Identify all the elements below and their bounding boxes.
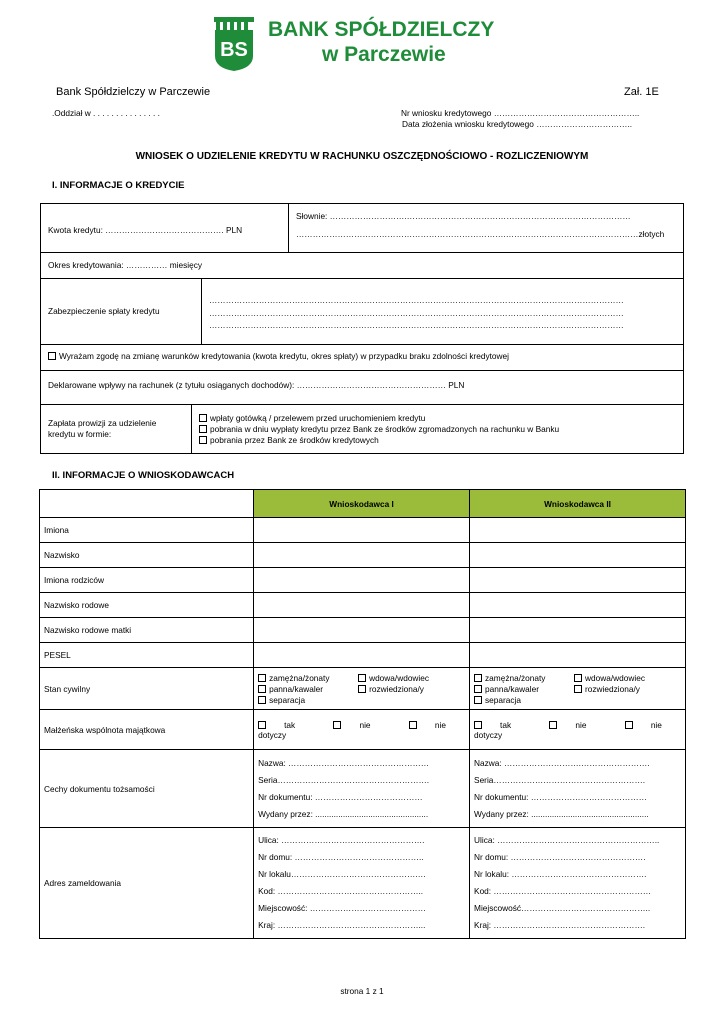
marital-checkbox[interactable] bbox=[258, 674, 266, 682]
table-row bbox=[40, 518, 686, 543]
marital-checkbox[interactable] bbox=[574, 685, 582, 693]
collateral-line-2[interactable]: …………………………………………………………………………………………………………………………………… bbox=[209, 308, 624, 318]
joint-checkbox[interactable] bbox=[474, 721, 482, 729]
address-field[interactable]: Nr domu: ……………………………………….. bbox=[258, 852, 424, 862]
commission-option[interactable] bbox=[199, 413, 559, 424]
marital-option[interactable]: rozwiedziona/y bbox=[358, 684, 458, 694]
joint-option[interactable]: tak bbox=[474, 720, 529, 730]
row-label-family-name: Nazwisko rodowe bbox=[40, 593, 254, 618]
applicant2-header: Wnioskodawca II bbox=[470, 490, 686, 518]
table-row bbox=[40, 593, 686, 618]
applicant2-parents-names-input[interactable] bbox=[470, 568, 686, 593]
marital-option[interactable]: zamężna/żonaty bbox=[258, 673, 358, 683]
applicant2-surname-input[interactable] bbox=[470, 543, 686, 568]
joint-option[interactable]: nie dotyczy bbox=[258, 719, 446, 740]
table-row bbox=[40, 543, 686, 568]
commission-checkbox[interactable] bbox=[199, 414, 207, 422]
marital-option[interactable]: wdowa/wdowiec bbox=[358, 673, 458, 683]
applicant1-surname-input[interactable] bbox=[254, 543, 470, 568]
applicant2-marital-status bbox=[470, 668, 686, 710]
applicant1-family-name-input[interactable] bbox=[254, 593, 470, 618]
marital-checkbox[interactable] bbox=[574, 674, 582, 682]
branch-field[interactable]: .Oddział w . . . . . . . . . . . . . . . bbox=[52, 108, 160, 118]
row-label-parents-names: Imiona rodziców bbox=[40, 568, 254, 593]
address-field[interactable]: Kod: …………………………………………….. bbox=[258, 886, 424, 896]
amount-in-words-line2[interactable]: ………………………………………………………………….…………………………………………złotych bbox=[296, 229, 665, 239]
header-empty-cell bbox=[40, 490, 254, 518]
marital-checkbox[interactable] bbox=[258, 696, 266, 704]
row-label-surname: Nazwisko bbox=[40, 543, 254, 568]
loan-period-field[interactable]: Okres kredytowania: …………… miesięcy bbox=[48, 260, 202, 270]
address-field[interactable]: Kod: ………………………………………………… bbox=[474, 886, 652, 896]
table-row bbox=[40, 710, 686, 750]
consent-row bbox=[48, 351, 509, 361]
applicant2-pesel-input[interactable] bbox=[470, 643, 686, 668]
row-label-mother-maiden: Nazwisko rodowe matki bbox=[40, 618, 254, 643]
address-field[interactable]: Ulica: ……………………………………………. bbox=[258, 835, 425, 845]
applicant1-joint-property bbox=[254, 710, 470, 750]
table-row bbox=[40, 618, 686, 643]
marital-checkbox[interactable] bbox=[474, 674, 482, 682]
commission-label-2: kredytu w formie: bbox=[48, 429, 112, 439]
applicant1-parents-names-input[interactable] bbox=[254, 568, 470, 593]
id-field[interactable]: Nr dokumentu: …………………………………… bbox=[474, 791, 647, 802]
consent-text: Wyrażam zgodę na zmianę warunków kredytowania (kwota kredytu, okres spłaty) w przypadku braku zdolności kredytowej bbox=[59, 351, 509, 361]
marital-option[interactable]: wdowa/wdowiec bbox=[574, 673, 674, 683]
commission-option[interactable] bbox=[199, 435, 559, 446]
table-row bbox=[40, 568, 686, 593]
address-field[interactable]: Nr lokalu: …………………………………………. bbox=[474, 869, 647, 879]
applicant2-mother-maiden-input[interactable] bbox=[470, 618, 686, 643]
joint-checkbox[interactable] bbox=[549, 721, 557, 729]
commission-label-1: Zapłata prowizji za udzielenie bbox=[48, 418, 157, 428]
joint-option[interactable]: nie bbox=[549, 720, 604, 730]
bank-name: BANK SPÓŁDZIELCZY bbox=[268, 18, 495, 41]
attachment-no: Zał. 1E bbox=[624, 86, 659, 98]
applicant2-first-names-input[interactable] bbox=[470, 518, 686, 543]
joint-checkbox[interactable] bbox=[409, 721, 417, 729]
marital-checkbox[interactable] bbox=[474, 696, 482, 704]
id-field[interactable]: Nazwa: ……………………….……………………. bbox=[474, 757, 650, 768]
form-title: WNIOSEK O UDZIELENIE KREDYTU W RACHUNKU OSZCZĘDNOŚCIOWO - ROZLICZENIOWYM bbox=[135, 151, 589, 162]
table-row bbox=[40, 668, 686, 710]
collateral-label: Zabezpieczenie spłaty kredytu bbox=[48, 306, 160, 316]
bank-city: w Parczewie bbox=[322, 43, 446, 66]
commission-option-label: pobrania przez Bank ze środków kredytowych bbox=[210, 435, 379, 445]
address-field[interactable]: Kraj: ………………………………………………. bbox=[474, 920, 646, 930]
table-row bbox=[40, 750, 686, 828]
application-date-field[interactable]: Data złożenia wniosku kredytowego …………………………….. bbox=[402, 119, 633, 129]
row-label-first-names: Imiona bbox=[40, 518, 254, 543]
marital-option[interactable]: separacja bbox=[474, 695, 574, 705]
applicant2-joint-property bbox=[470, 710, 686, 750]
commission-options bbox=[199, 413, 559, 446]
loan-amount-field[interactable]: Kwota kredytu: ……………………………………. PLN bbox=[48, 225, 243, 235]
id-field[interactable]: Wydany przez: ................................................. bbox=[258, 808, 429, 819]
applicant1-id-document bbox=[254, 750, 470, 828]
row-label-pesel: PESEL bbox=[40, 643, 254, 668]
id-field[interactable]: Wydany przez: ................................................... bbox=[474, 808, 649, 819]
joint-checkbox[interactable] bbox=[625, 721, 633, 729]
address-field[interactable]: Miejscowość……………………………………….. bbox=[474, 903, 651, 913]
id-field[interactable]: Seria………………………………………………. bbox=[258, 774, 430, 785]
commission-checkbox[interactable] bbox=[199, 425, 207, 433]
section2-heading: II. INFORMACJE O WNIOSKODAWCACH bbox=[52, 470, 235, 481]
collateral-line-1[interactable]: …………………………………………………………………………………………………………………………………… bbox=[209, 295, 624, 305]
table-row bbox=[40, 643, 686, 668]
marital-option[interactable]: rozwiedziona/y bbox=[574, 684, 674, 694]
applicants-table bbox=[39, 489, 686, 939]
commission-checkbox[interactable] bbox=[199, 436, 207, 444]
marital-option[interactable]: zamężna/żonaty bbox=[474, 673, 574, 683]
address-field[interactable]: Miejscowość: …………………………………… bbox=[258, 903, 426, 913]
table-header-row bbox=[40, 490, 686, 518]
commission-option-label: pobrania w dniu wypłaty kredytu przez Bank ze środków zgromadzonych na rachunku w Banku bbox=[210, 424, 560, 434]
applicant1-mother-maiden-input[interactable] bbox=[254, 618, 470, 643]
applicant1-address bbox=[254, 828, 470, 939]
page-number: strona 1 z 1 bbox=[340, 986, 384, 996]
id-field[interactable]: Seria………………………………………………. bbox=[474, 774, 646, 785]
address-field[interactable]: Nr lokalu……………………………………….… bbox=[258, 869, 426, 879]
applicant1-pesel-input[interactable] bbox=[254, 643, 470, 668]
applicant1-first-names-input[interactable] bbox=[254, 518, 470, 543]
id-field[interactable]: Nr dokumentu: ………………………………… bbox=[258, 791, 423, 802]
institution-name: Bank Spółdzielczy w Parczewie bbox=[56, 86, 211, 98]
row-label-address: Adres zameldowania bbox=[40, 828, 254, 939]
marital-option[interactable]: panna/kawaler bbox=[258, 684, 358, 694]
marital-checkbox[interactable] bbox=[358, 685, 366, 693]
section1-heading: I. INFORMACJE O KREDYCIE bbox=[52, 180, 185, 191]
logo-text: BS bbox=[220, 39, 248, 61]
marital-checkbox[interactable] bbox=[258, 685, 266, 693]
joint-option[interactable]: nie dotyczy bbox=[474, 719, 662, 740]
application-number-field[interactable]: Nr wniosku kredytowego …………………………………………….. bbox=[401, 108, 640, 118]
row-label-joint-property: Małżeńska wspólnota majątkowa bbox=[40, 710, 254, 750]
collateral-line-3[interactable]: …………………………………………………………………………………………………………………………………… bbox=[209, 320, 624, 330]
joint-checkbox[interactable] bbox=[333, 721, 341, 729]
declared-inflows-field[interactable]: Deklarowane wpływy na rachunek (z tytułu osiąganych dochodów): ……………………………………………… PLN bbox=[48, 380, 465, 390]
joint-checkbox[interactable] bbox=[258, 721, 266, 729]
commission-option[interactable] bbox=[199, 424, 559, 435]
amount-in-words-line1[interactable]: Słownie: ……………………….……………………………………………………………………… bbox=[296, 211, 631, 221]
bank-logo bbox=[213, 16, 255, 72]
applicant1-header: Wnioskodawca I bbox=[254, 490, 470, 518]
id-field[interactable]: Nazwa: …………………………………………… bbox=[258, 757, 430, 768]
address-field[interactable]: Nr domu: …………………………………………. bbox=[474, 852, 646, 862]
row-label-marital-status: Stan cywilny bbox=[40, 668, 254, 710]
table-row bbox=[40, 828, 686, 939]
marital-checkbox[interactable] bbox=[474, 685, 482, 693]
joint-option[interactable]: nie bbox=[333, 720, 388, 730]
applicant1-marital-status bbox=[254, 668, 470, 710]
applicant2-address bbox=[470, 828, 686, 939]
address-field[interactable]: Ulica: ………………………………………………….. bbox=[474, 835, 660, 845]
consent-checkbox[interactable] bbox=[48, 352, 56, 360]
joint-option[interactable]: tak bbox=[258, 720, 313, 730]
commission-option-label: wpłaty gotówką / przelewem przed uruchomieniem kredytu bbox=[210, 413, 426, 423]
applicant2-family-name-input[interactable] bbox=[470, 593, 686, 618]
row-label-id-document: Cechy dokumentu tożsamości bbox=[40, 750, 254, 828]
marital-option[interactable]: panna/kawaler bbox=[474, 684, 574, 694]
applicant2-id-document bbox=[470, 750, 686, 828]
marital-option[interactable]: separacja bbox=[258, 695, 358, 705]
marital-checkbox[interactable] bbox=[358, 674, 366, 682]
address-field[interactable]: Kraj: ……………………………………………... bbox=[258, 920, 426, 930]
